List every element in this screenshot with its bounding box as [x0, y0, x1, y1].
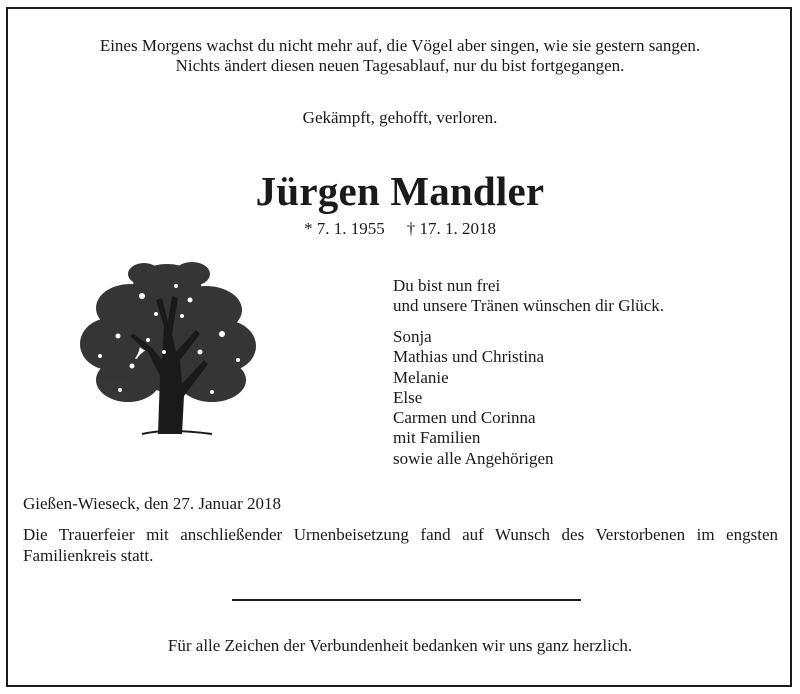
mourner: Mathias und Christina: [393, 347, 545, 367]
life-dates: [0, 219, 800, 239]
birth-date: * 7. 1. 1955: [304, 219, 385, 238]
death-date: † 17. 1. 2018: [406, 219, 496, 238]
funeral-note: Die Trauerfeier mit anschließender Urnenbeisetzung fand auf Wunsch des Verstorbenen im engsten Familienkreis statt.: [23, 525, 778, 565]
verse-line-1: Du bist nun frei: [393, 276, 501, 295]
mourner: mit Familien: [393, 428, 481, 448]
mourner: Sonja: [393, 327, 432, 346]
verse-line-2: und unsere Tränen wünschen dir Glück.: [393, 296, 665, 315]
mourner: sowie alle Angehörigen: [393, 448, 554, 468]
mourners-list: [393, 327, 554, 469]
thanks-line: Für alle Zeichen der Verbundenheit bedanken wir uns ganz herzlich.: [167, 636, 633, 655]
mourner: Melanie: [393, 367, 449, 387]
mourner: Carmen und Corinna: [393, 408, 536, 428]
motto: Gekämpft, gehofft, verloren.: [302, 108, 498, 127]
divider: [232, 599, 581, 601]
place-date: Gießen-Wieseck, den 27. Januar 2018: [23, 494, 282, 513]
tree-icon: [72, 256, 262, 440]
deceased-name: Jürgen Mandler: [255, 168, 545, 214]
intro-line-1: Eines Morgens wachst du nicht mehr auf, die Vögel aber singen, wie sie gestern sangen.: [99, 36, 701, 55]
intro-line-2: Nichts ändert diesen neuen Tagesablauf, nur du bist fortgegangen.: [175, 56, 625, 75]
mourner: Else: [393, 387, 423, 407]
